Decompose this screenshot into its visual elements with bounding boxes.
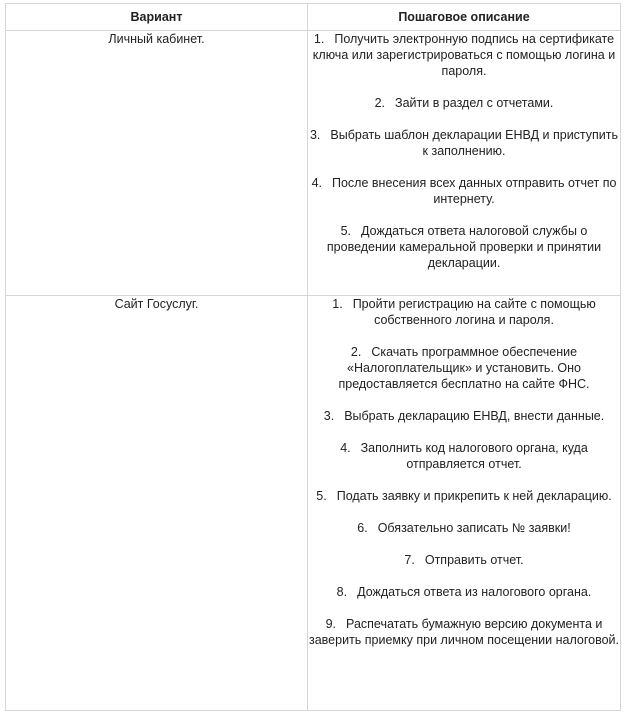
step-item (308, 440, 620, 472)
table-row (6, 31, 621, 296)
step-number: 1. (332, 297, 343, 311)
step-item (308, 552, 620, 568)
step-item (308, 95, 620, 111)
step-number: 7. (404, 553, 415, 567)
step-text: Получить электронную подпись на сертификате ключа или зарегистрироваться с помощью логина и пароля. (312, 32, 616, 78)
step-text: Распечатать бумажную версию документа и заверить приемку при личном посещении налоговой. (309, 617, 619, 647)
step-text: Заполнить код налогового органа, куда отправляется отчет. (360, 441, 588, 471)
step-number: 9. (325, 617, 337, 631)
header-description: Пошаговое описание (308, 4, 621, 31)
header-row (6, 4, 621, 31)
step-number: 5. (340, 224, 352, 238)
step-item (308, 127, 620, 159)
step-number: 2. (350, 345, 362, 359)
step-number: 6. (357, 521, 368, 535)
step-number: 4. (340, 441, 351, 455)
header-variant: Вариант (6, 4, 308, 31)
steps-cell (308, 31, 621, 296)
step-text: Подать заявку и прикрепить к ней декларацию. (336, 489, 612, 503)
step-text: Выбрать декларацию ЕНВД, внести данные. (344, 409, 605, 423)
step-number: 3. (323, 409, 335, 423)
step-item (308, 175, 620, 207)
step-number: 5. (316, 489, 327, 503)
step-item (308, 223, 620, 271)
step-item (308, 616, 620, 648)
steps-table (5, 3, 621, 711)
step-text: Дождаться ответа из налогового органа. (357, 585, 592, 599)
step-number: 1. (313, 32, 325, 46)
step-number: 8. (336, 585, 348, 599)
steps-cell (308, 296, 621, 711)
step-item (308, 408, 620, 424)
step-number: 4. (311, 176, 322, 190)
step-text: Пройти регистрацию на сайте с помощью собственного логина и пароля. (352, 297, 596, 327)
step-item (308, 31, 620, 79)
variant-cell: Сайт Госуслуг. (6, 296, 308, 711)
step-text: Выбрать шаблон декларации ЕНВД и приступить к заполнению. (330, 128, 619, 158)
step-text: Скачать программное обеспечение «Налогоплательщик» и установить. Оно предоставляется бесплатно на сайте ФНС. (338, 345, 590, 391)
step-text: Обязательно записать № заявки! (377, 521, 571, 535)
step-item (308, 584, 620, 600)
step-text: Зайти в раздел с отчетами. (395, 96, 554, 110)
step-text: Отправить отчет. (424, 553, 524, 567)
step-item (308, 344, 620, 392)
step-text: Дождаться ответа налоговой службы о проведении камеральной проверки и принятии декларации. (326, 224, 602, 270)
step-number: 2. (374, 96, 386, 110)
step-item (308, 488, 620, 504)
variant-cell: Личный кабинет. (6, 31, 308, 296)
step-item (308, 520, 620, 536)
step-number: 3. (309, 128, 321, 142)
step-text: После внесения всех данных отправить отчет по интернету. (332, 176, 617, 206)
step-item (308, 296, 620, 328)
table-row (6, 296, 621, 711)
